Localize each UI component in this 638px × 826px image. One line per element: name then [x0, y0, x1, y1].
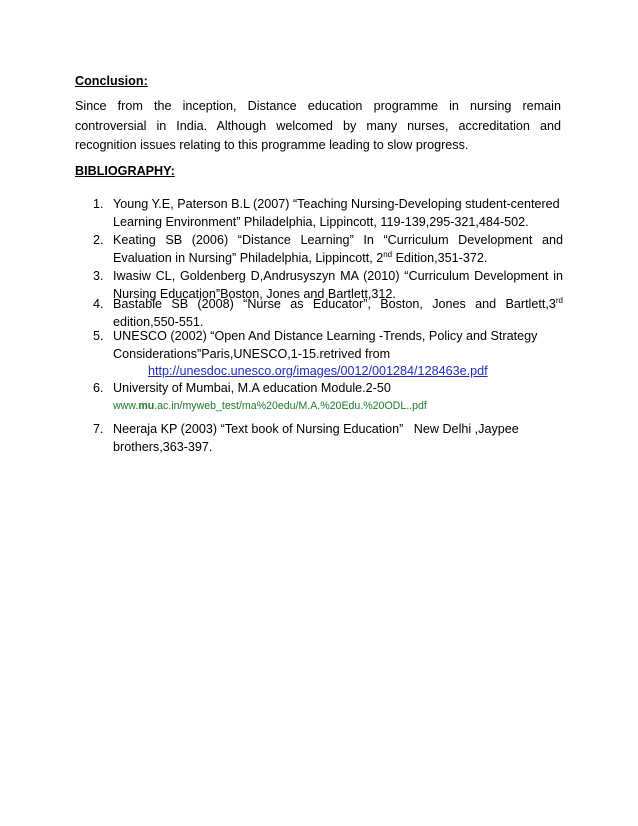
item-text-line: Nursing Education”Boston, Jones and Bartlett,312.: [113, 287, 396, 301]
unesco-link[interactable]: http://unesdoc.unesco.org/images/0012/001284/128463e.pdf: [148, 364, 488, 378]
item-text-line: Neeraja KP (2003) “Text book of Nursing Education” New Delhi ,Jaypee: [113, 422, 519, 436]
item-number: 4.: [93, 297, 104, 311]
item-number: 7.: [93, 422, 104, 436]
item-text-line: Iwasiw CL, Goldenberg D,Andrusyszyn MA (2010) “Curriculum Development in: [113, 269, 563, 283]
superscript: rd: [555, 296, 563, 305]
item-text-line: University of Mumbai, M.A education Module.2-50: [113, 381, 391, 395]
item-number: 6.: [93, 381, 104, 395]
conclusion-line-1: Since from the inception, Distance education programme in nursing remain: [75, 99, 561, 113]
item-number: 1.: [93, 197, 104, 211]
conclusion-line-2: controversial in India. Although welcomed by many nurses, accreditation and: [75, 118, 561, 133]
item-text-line: Learning Environment” Philadelphia, Lippincott, 119-139,295-321,484-502.: [113, 215, 529, 229]
bibliography-heading: BIBLIOGRAPHY:: [75, 164, 175, 178]
item-text-line: Evaluation in Nursing” Philadelphia, Lippincott, 2nd Edition,351-372.: [113, 250, 488, 265]
item-text-line: Bastable SB (2008) “Nurse as Educator”, Boston, Jones and Bartlett,3rd: [113, 296, 563, 311]
conclusion-paragraph: [75, 97, 561, 156]
conclusion-line-3: recognition issues relating to this programme leading to slow progress.: [75, 138, 469, 152]
item-number: 5.: [93, 329, 104, 343]
item-text-line: brothers,363-397.: [113, 440, 213, 454]
item-text-line: Considerations”Paris,UNESCO,1-15.retrived from: [113, 347, 391, 361]
unesco-link-line: [148, 362, 568, 380]
conclusion-heading: Conclusion:: [75, 74, 148, 88]
item-text-line: Keating SB (2006) “Distance Learning” In “Curriculum Development and: [113, 233, 563, 247]
item-text-line: UNESCO (2002) “Open And Distance Learning -Trends, Policy and Strategy: [113, 329, 538, 343]
mumbai-url[interactable]: www.mu.ac.in/myweb_test/ma%20edu/M.A.%20Edu.%20ODL..pdf: [113, 400, 427, 412]
item-text-line: Young Y.E, Paterson B.L (2007) “Teaching Nursing-Developing student-centered: [113, 197, 560, 211]
item-text-line: edition,550-551.: [113, 315, 204, 329]
item-number: 2.: [93, 233, 104, 247]
item-number: 3.: [93, 269, 104, 283]
superscript: nd: [383, 250, 393, 259]
